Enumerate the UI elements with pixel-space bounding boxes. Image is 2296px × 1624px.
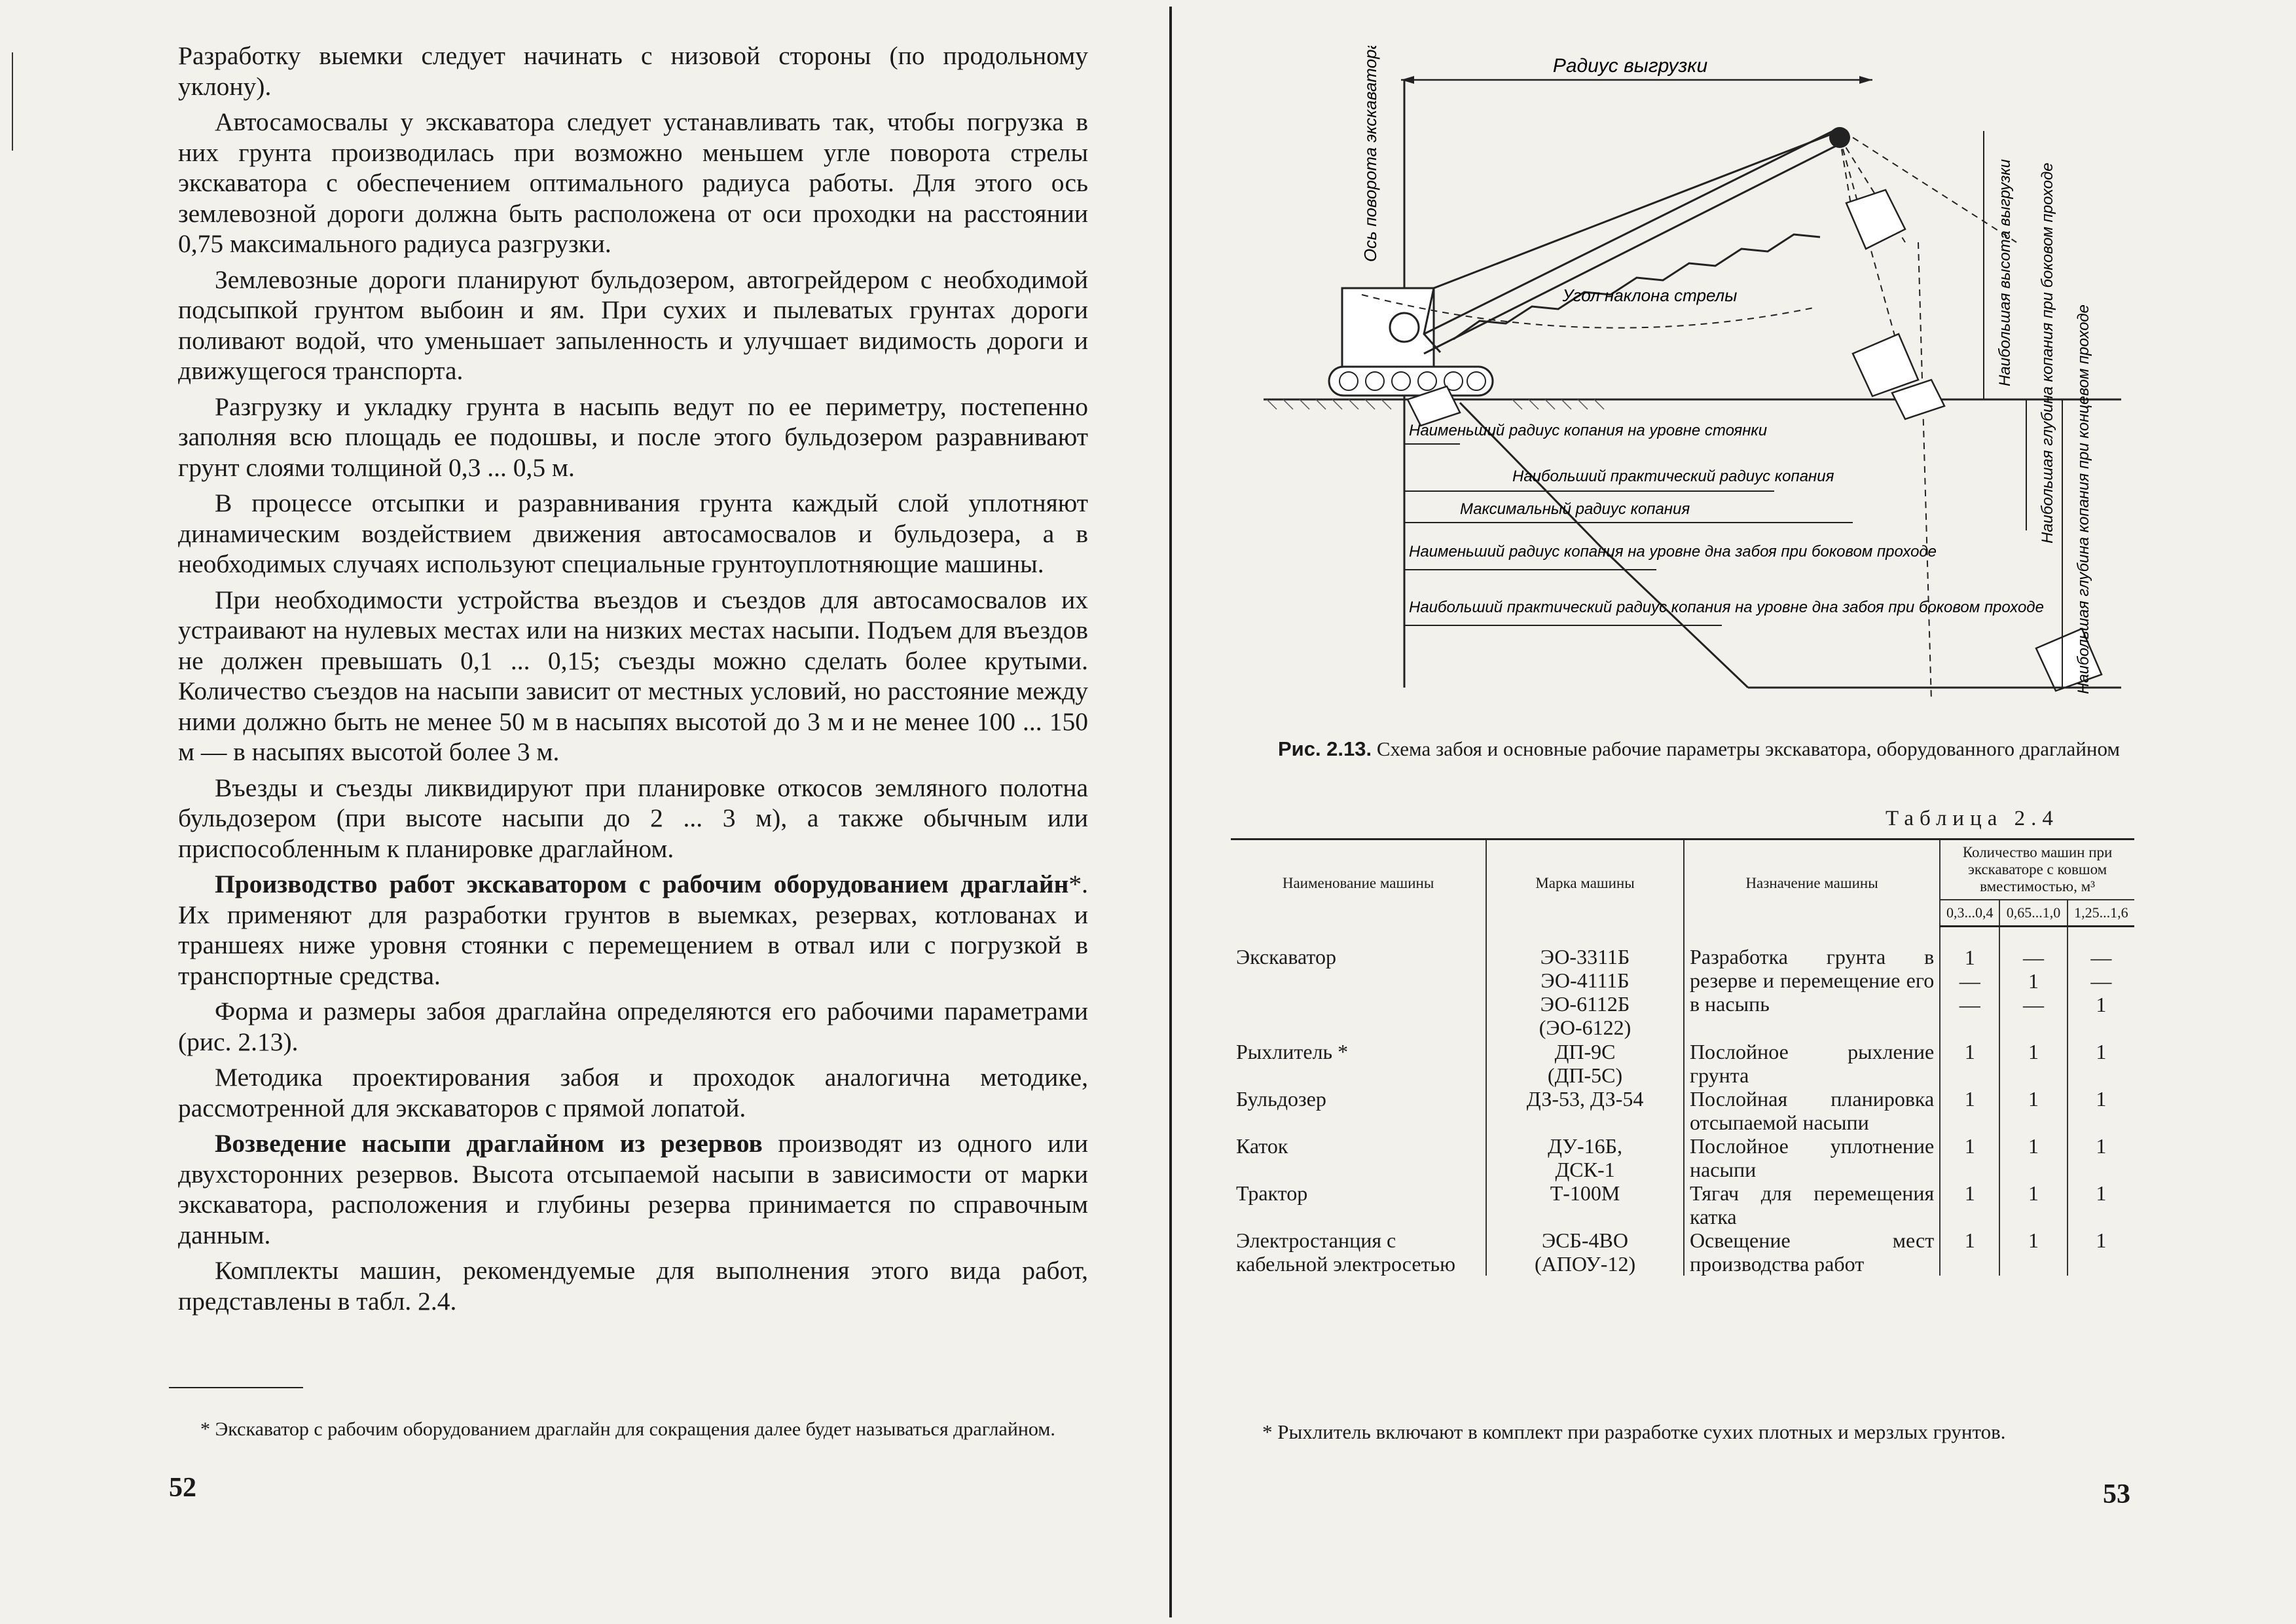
cell-brand-line: ДЗ-53, ДЗ-54 xyxy=(1526,1087,1644,1111)
cell-qty-3 xyxy=(2068,1134,2134,1181)
paragraph-text: Комплекты машин, рекомендуемые для выполнения этого вида работ, представлены в табл. 2.4. xyxy=(178,1256,1088,1316)
cell-qty-3 xyxy=(2068,927,2134,1041)
label-l1: Наименьший радиус копания на уровне стоянки xyxy=(1409,422,1768,439)
cell-qty-2-line: 1 xyxy=(2028,1087,2039,1111)
cell-qty-1 xyxy=(1940,927,1999,1041)
cell-brand xyxy=(1486,1228,1684,1276)
cell-qty-2 xyxy=(1999,1134,2067,1181)
cell-purpose: Разработка грунта в резерве и перемещение его в насыпь xyxy=(1684,927,1940,1041)
cell-qty-2 xyxy=(1999,1181,2067,1228)
paragraph xyxy=(178,1062,1088,1123)
cell-purpose: Послойное уплотнение насыпи xyxy=(1684,1134,1940,1181)
table-row xyxy=(1231,1181,2134,1228)
table-caption: Таблица 2.4 xyxy=(1886,807,2059,830)
cell-qty-1 xyxy=(1940,1181,1999,1228)
paragraph xyxy=(178,869,1088,991)
cell-purpose: Тягач для перемещения катка xyxy=(1684,1181,1940,1228)
cell-qty-2 xyxy=(1999,1040,2067,1087)
cell-name-line xyxy=(1236,1063,1480,1087)
paragraph-text: При необходимости устройства въездов и съездов для автосамосвалов их устраивают на нулевых местах или на низких местах насыпи. Подъем для въездов не должен превышать 0,1 ... 0,15; съезды можно сделать более крутыми. Количество съездов на насыпи зависит от местных условий, но расстояние между ними должно быть не менее 50 м в насыпях высотой до 3 м и не менее 100 ... 150 м — в насыпях высотой более 3 м. xyxy=(178,585,1088,766)
paragraph xyxy=(178,265,1088,386)
table-row xyxy=(1231,927,2134,1041)
label-unload-radius: Радиус выгрузки xyxy=(1552,55,1708,77)
cell-name xyxy=(1231,1040,1486,1087)
cell-brand xyxy=(1486,927,1684,1041)
cell-brand-line: (ДП-5С) xyxy=(1547,1063,1623,1087)
cell-brand-line: (АПОУ-12) xyxy=(1534,1252,1636,1276)
cell-brand xyxy=(1486,1040,1684,1087)
book-spine xyxy=(1169,7,1172,1617)
label-l3: Максимальный радиус копания xyxy=(1460,500,1690,518)
label-l5: Наибольший практический радиус копания на уровне дна забоя при боковом проходе xyxy=(1409,599,2044,616)
th-qty: Количество машин при экскаваторе с ковшом вместимостью, м³ xyxy=(1940,840,2134,900)
label-l4: Наименьший радиус копания на уровне дна забоя при боковом проходе xyxy=(1409,543,1937,561)
table-body xyxy=(1231,927,2134,1276)
cell-qty-1 xyxy=(1940,1040,1999,1087)
cell-brand-line: (ЭО-6122) xyxy=(1539,1015,1631,1039)
cell-brand-line: Т-100М xyxy=(1550,1181,1620,1205)
cell-qty-2 xyxy=(1999,1087,2067,1134)
excavator-cab xyxy=(1342,288,1434,367)
cell-purpose: Освещение мест производства работ xyxy=(1684,1228,1940,1276)
cell-qty-2-line xyxy=(2005,1016,2061,1040)
cell-name-line: Трактор xyxy=(1236,1181,1308,1205)
th-purpose: Назначение машины xyxy=(1684,840,1940,927)
table-row xyxy=(1231,1134,2134,1181)
cell-qty-3-line: 1 xyxy=(2096,1134,2107,1158)
cell-qty-3-line: 1 xyxy=(2096,993,2107,1016)
cell-qty-2-line: — xyxy=(2022,993,2044,1016)
paragraph-text: Автосамосвалы у экскаватора следует устанавливать так, чтобы погрузка в них грунта производилась при возможно меньшем угле поворота стрелы экскаватора с обеспечением оптимального радиуса работы. Для этого ось землевозной дороги должна быть расположена от оси проходки на расстоянии 0,75 максимального радиуса разгрузки. xyxy=(178,107,1088,258)
left-footnote: * Экскаватор с рабочим оборудованием драглайн для сокращения далее будет называться драглайном. xyxy=(200,1418,1055,1440)
label-angle: Угол наклона стрелы xyxy=(1562,286,1738,305)
label-l2: Наибольший практический радиус копания xyxy=(1512,468,1834,485)
table-row xyxy=(1231,1228,2134,1276)
paragraph xyxy=(178,488,1088,580)
cell-qty-2-line: 1 xyxy=(2028,1181,2039,1205)
cell-name-line: Экскаватор xyxy=(1236,944,1336,969)
cell-qty-1 xyxy=(1940,1228,1999,1276)
table-row xyxy=(1231,1087,2134,1134)
cell-qty-1-line: 1 xyxy=(1964,1134,1975,1158)
paragraph-text: Разработку выемки следует начинать с низовой стороны (по продольному уклону). xyxy=(178,41,1088,101)
cell-name-line xyxy=(1236,992,1480,1016)
cell-qty-2 xyxy=(1999,1228,2067,1276)
cell-qty-2 xyxy=(1999,927,2067,1041)
page-number-right: 53 xyxy=(2103,1479,2130,1509)
paragraph xyxy=(178,41,1088,101)
cell-qty-2-line: 1 xyxy=(2028,1228,2039,1252)
paragraph-text: Форма и размеры забоя драглайна определяются его рабочими параметрами (рис. 2.13). xyxy=(178,997,1088,1056)
page-number-left: 52 xyxy=(169,1473,196,1503)
cell-brand xyxy=(1486,1181,1684,1228)
paragraph-text: Землевозные дороги планируют бульдозером, автогрейдером с необходимой подсыпкой грунтом выбоин и ям. При сухих и пылеватых грунтах дороги поливают водой, что уменьшает запыленность и улучшает видимость дороги и движущегося транспорта. xyxy=(178,265,1088,385)
cell-qty-1-line: — xyxy=(1959,969,1980,993)
label-depth-2: Наибольшая глубина копания при концевом проходе xyxy=(2075,304,2092,694)
footnote-rule xyxy=(169,1387,303,1388)
bucket-1 xyxy=(1846,190,1905,249)
right-footnote: * Рыхлитель включают в комплект при разработке сухих плотных и мерзлых грунтов. xyxy=(1262,1420,2006,1443)
cell-qty-1-line: 1 xyxy=(1964,1228,1975,1252)
cell-qty-3 xyxy=(2068,1181,2134,1228)
cell-brand xyxy=(1486,1087,1684,1134)
cell-qty-3-line xyxy=(2073,1016,2129,1040)
cell-qty-1-line: 1 xyxy=(1964,1181,1975,1205)
paragraph xyxy=(178,1128,1088,1250)
paragraph xyxy=(178,1255,1088,1316)
cell-qty-1-line: 1 xyxy=(1964,946,1975,969)
cell-qty-2-line: 1 xyxy=(2028,1040,2039,1063)
boom xyxy=(1424,131,1840,354)
paragraph xyxy=(178,773,1088,864)
th-name: Наименование машины xyxy=(1231,840,1486,927)
paragraph xyxy=(178,392,1088,483)
th-qty-2: 0,65...1,0 xyxy=(1999,900,2067,927)
cell-name-line: Бульдозер xyxy=(1236,1087,1326,1111)
cell-name-line xyxy=(1236,1016,1480,1039)
cell-brand xyxy=(1486,1134,1684,1181)
paragraph-bold-lead: Производство работ экскаватором с рабочим оборудованием драглайн xyxy=(215,870,1069,898)
margin-mark xyxy=(12,52,13,151)
table-row xyxy=(1231,1040,2134,1087)
cell-qty-2-line: 1 xyxy=(2028,969,2039,993)
cell-qty-3-line: — xyxy=(2090,946,2112,969)
cell-name xyxy=(1231,1134,1486,1181)
cell-qty-1 xyxy=(1940,1087,1999,1134)
cell-name xyxy=(1231,1087,1486,1134)
cell-qty-3 xyxy=(2068,1040,2134,1087)
left-text-column xyxy=(178,41,1088,1321)
cell-qty-3-line: 1 xyxy=(2096,1181,2107,1205)
paragraph-bold-lead: Возведение насыпи драглайном из резервов xyxy=(215,1129,763,1158)
cell-qty-1 xyxy=(1940,1134,1999,1181)
cell-brand-line: ЭО-3311Б xyxy=(1540,944,1630,969)
cell-qty-1-line xyxy=(1946,1016,1994,1040)
th-qty-3: 1,25...1,6 xyxy=(2068,900,2134,927)
paragraph-text: Разгрузку и укладку грунта в насыпь ведут по ее периметру, постепенно заполняя всю площадь ее подошвы, и после этого бульдозером разравнивают грунт слоями толщиной 0,3 ... 0,5 м. xyxy=(178,392,1088,482)
cell-qty-3-line: 1 xyxy=(2096,1040,2107,1063)
cell-qty-2-line: — xyxy=(2022,946,2044,969)
paragraph-text: В процессе отсыпки и разравнивания грунта каждый слой уплотняют динамическим воздействием движения автосамосвалов и бульдозера, а в необходимых случаях используют специальные грунтоуплотняющие машины. xyxy=(178,489,1088,578)
cell-qty-3-line: 1 xyxy=(2096,1087,2107,1111)
paragraph-text: Въезды и съезды ликвидируют при планировке откосов земляного полотна бульдозером (при высоте насыпи до 2 ... 3 м), а также обычным или приспособленным к планировке драглайном. xyxy=(178,773,1088,863)
cell-name-line xyxy=(1236,969,1480,992)
cell-name-line: Каток xyxy=(1236,1134,1288,1158)
cell-purpose: Послойная планировка отсыпаемой насыпи xyxy=(1684,1087,1940,1134)
cell-qty-1-line: — xyxy=(1959,993,1980,1016)
cell-qty-1-line: 1 xyxy=(1964,1040,1975,1063)
label-max-height: Наибольшая высота выгрузки xyxy=(1996,159,2014,386)
cell-brand-line: ДУ-16Б, xyxy=(1548,1134,1622,1158)
cell-qty-3-line: — xyxy=(2090,969,2112,993)
cell-brand-line: ДСК-1 xyxy=(1555,1158,1615,1181)
cell-qty-2-line: 1 xyxy=(2028,1134,2039,1158)
cell-name xyxy=(1231,927,1486,1041)
cell-qty-3 xyxy=(2068,1228,2134,1276)
cell-brand-line: ЭСБ-4ВО xyxy=(1542,1228,1628,1252)
paragraph xyxy=(178,107,1088,259)
cell-brand-line: ДП-9С xyxy=(1554,1040,1616,1063)
paragraph-text: *. Их применяют для разработки грунтов в выемках, резервах, котлованах и траншеях ниже уровня стоянки с перемещением в отвал или с погрузкой в транспортные средства. xyxy=(178,870,1088,990)
cell-purpose: Послойное рыхление грунта xyxy=(1684,1040,1940,1087)
cell-brand-line: ЭО-4111Б xyxy=(1540,968,1630,992)
cell-name xyxy=(1231,1228,1486,1276)
machines-table xyxy=(1231,838,2134,1276)
paragraph xyxy=(178,585,1088,767)
label-depth-1: Наибольшая глубина копания при боковом проходе xyxy=(2039,162,2056,544)
figure-caption: Рис. 2.13. Схема забоя и основные рабочие параметры экскаватора, оборудованного драглайном xyxy=(1277,737,2121,760)
paragraph-text: Методика проектирования забоя и проходок аналогична методике, рассмотренной для экскаваторов с прямой лопатой. xyxy=(178,1063,1088,1122)
cell-qty-1-line: 1 xyxy=(1964,1087,1975,1111)
dragline-diagram xyxy=(1264,46,2134,740)
cell-name-line: Электростанция с кабельной электросетью xyxy=(1236,1228,1456,1276)
th-qty-1: 0,3...0,4 xyxy=(1940,900,1999,927)
th-brand: Марка машины xyxy=(1486,840,1684,927)
cell-brand-line: ЭО-6112Б xyxy=(1540,991,1630,1016)
cell-name xyxy=(1231,1181,1486,1228)
paragraph xyxy=(178,996,1088,1057)
paragraph-text: производят из одного или двухсторонних резервов. Высота отсыпаемой насыпи в зависимости от марки экскаватора, расположения и глубины резерва принимается по справочным данным. xyxy=(178,1129,1089,1249)
cell-qty-3-line: 1 xyxy=(2096,1228,2107,1252)
cell-qty-3 xyxy=(2068,1087,2134,1134)
label-axis: Ось поворота экскаватора xyxy=(1360,46,1380,262)
cell-name-line: Рыхлитель * xyxy=(1236,1040,1349,1063)
